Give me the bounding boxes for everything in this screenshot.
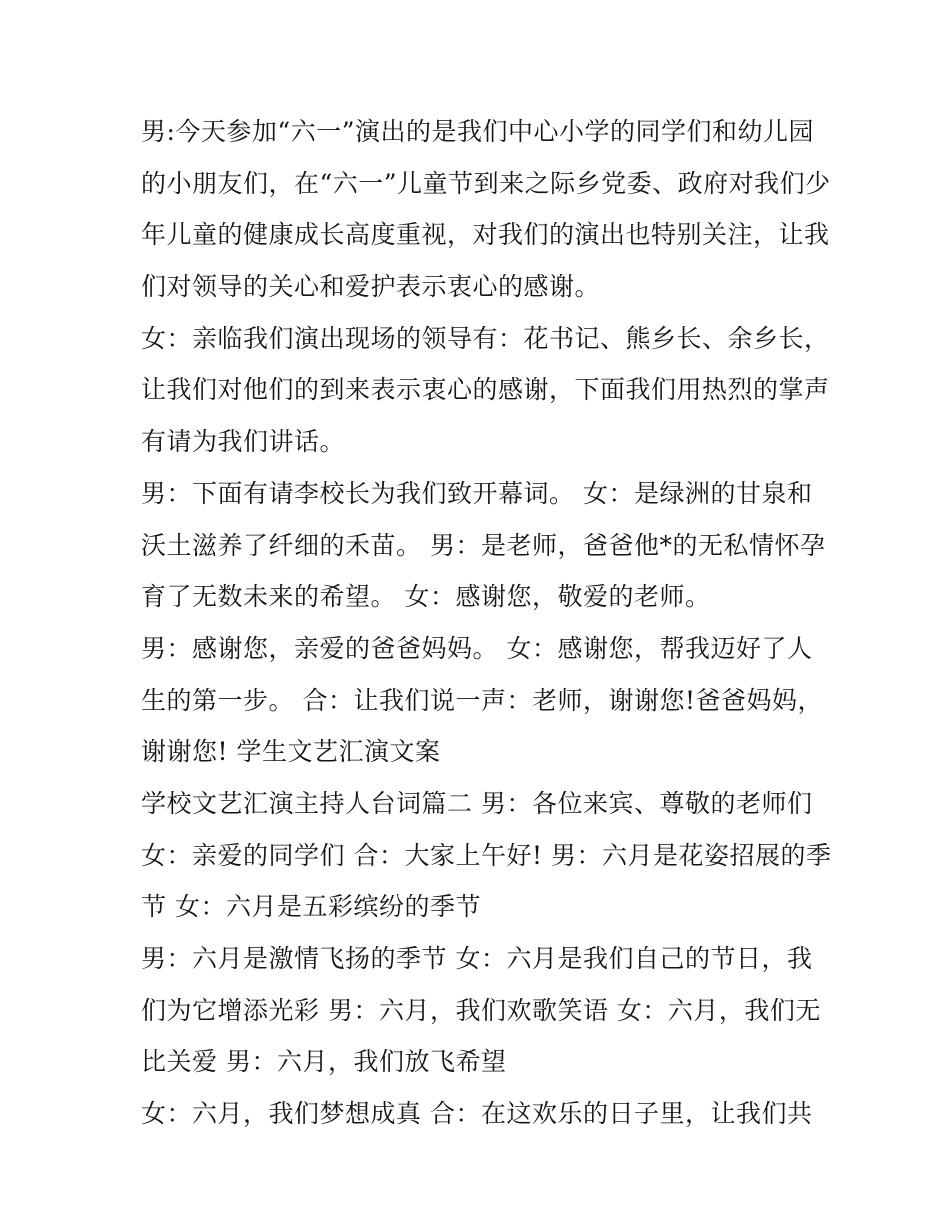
text-line: 节 女：六月是五彩缤纷的季节 bbox=[141, 892, 481, 922]
document-body bbox=[141, 106, 832, 1140]
text-line: 让我们对他们的到来表示衷心的感谢，下面我们用热烈的掌声 bbox=[141, 375, 830, 405]
text-line: 生的第一步。 合：让我们说一声：老师，谢谢您!爸爸妈妈， bbox=[141, 685, 823, 715]
text-line: 们对领导的关心和爱护表示衷心的感谢。 bbox=[141, 272, 601, 302]
text-line: 有请为我们讲话。 bbox=[141, 427, 346, 457]
text-line: 女：亲爱的同学们 合：大家上午好! 男：六月是花姿招展的季 bbox=[141, 840, 832, 870]
text-line: 年儿童的健康成长高度重视，对我们的演出也特别关注，让我 bbox=[141, 220, 830, 250]
text-line: 男：六月是激情飞扬的季节 女：六月是我们自己的节日，我 bbox=[141, 944, 813, 973]
text-line: 男:今天参加“六一”演出的是我们中心小学的同学们和幼儿园 bbox=[141, 117, 814, 146]
text-line: 谢谢您! 学生文艺汇演文案 bbox=[141, 737, 441, 767]
text-line: 男：感谢您，亲爱的爸爸妈妈。 女：感谢您，帮我迈好了人 bbox=[141, 633, 813, 663]
text-line: 女：六月，我们梦想成真 合：在这欢乐的日子里，让我们共 bbox=[141, 1099, 813, 1129]
text-line: 沃土滋养了纤细的禾苗。 男：是老师，爸爸他*的无私情怀孕 bbox=[141, 530, 826, 560]
text-line: 的小朋友们，在“六一”儿童节到来之际乡党委、政府对我们少 bbox=[141, 168, 831, 198]
text-line: 学校文艺汇演主持人台词篇二 男：各位来宾、尊敬的老师们 bbox=[141, 788, 813, 818]
text-line: 育了无数未来的希望。 女：感谢您，敬爱的老师。 bbox=[141, 582, 711, 612]
text-line: 比关爱 男：六月，我们放飞希望 bbox=[141, 1047, 507, 1077]
text-line: 男：下面有请李校长为我们致开幕词。 女：是绿洲的甘泉和 bbox=[141, 478, 813, 508]
text-line: 们为它增添光彩 男：六月，我们欢歌笑语 女：六月，我们无 bbox=[141, 995, 821, 1025]
text-line: 女：亲临我们演出现场的领导有：花书记、熊乡长、余乡长， bbox=[141, 323, 830, 353]
